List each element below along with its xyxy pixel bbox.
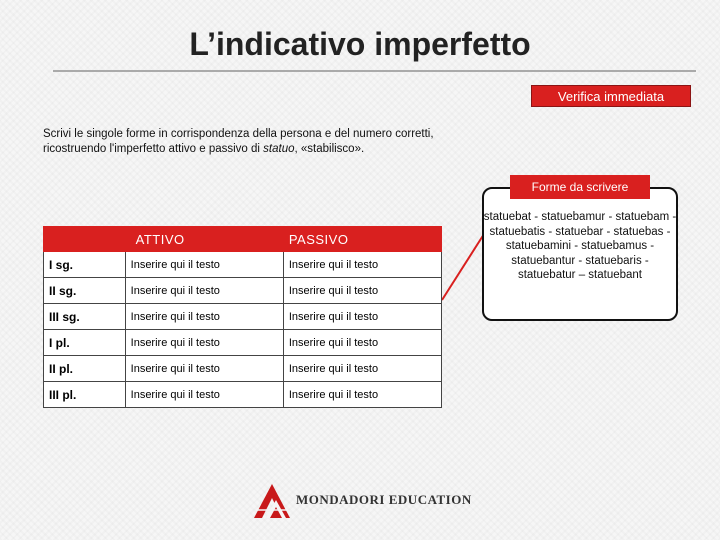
publisher-name: MONDADORI EDUCATION xyxy=(296,492,472,507)
table-row xyxy=(44,330,442,356)
attivo-cell[interactable]: Inserire qui il testo xyxy=(125,304,283,330)
person-cell: I sg. xyxy=(44,252,126,278)
table-row xyxy=(44,304,442,330)
forme-da-scrivere-label: Forme da scrivere xyxy=(510,175,650,199)
header-person xyxy=(44,227,126,252)
attivo-cell[interactable]: Inserire qui il testo xyxy=(125,356,283,382)
instructions-verb: statuo xyxy=(263,143,295,155)
header-attivo: ATTIVO xyxy=(125,227,283,252)
title-divider xyxy=(53,70,696,72)
passivo-cell[interactable]: Inserire qui il testo xyxy=(283,278,441,304)
attivo-cell[interactable]: Inserire qui il testo xyxy=(125,278,283,304)
passivo-cell[interactable]: Inserire qui il testo xyxy=(283,382,441,408)
person-cell: II pl. xyxy=(44,356,126,382)
table-header-row xyxy=(44,227,442,252)
person-cell: I pl. xyxy=(44,330,126,356)
attivo-cell[interactable]: Inserire qui il testo xyxy=(125,330,283,356)
attivo-cell[interactable]: Inserire qui il testo xyxy=(125,252,283,278)
verifica-immediata-button[interactable]: Verifica immediata xyxy=(531,85,691,107)
passivo-cell[interactable]: Inserire qui il testo xyxy=(283,356,441,382)
table-row xyxy=(44,252,442,278)
instructions-pre: Scrivi le singole forme in corrispondenza della persona e del numero corretti, ricostruendo l'imperfetto attivo e passivo di xyxy=(43,128,434,155)
slide-title: L’indicativo imperfetto xyxy=(189,26,531,62)
table-row xyxy=(44,278,442,304)
forms-callout-text: statuebat - statuebamur - statuebam - statuebatis - statuebar - statuebas - statuebamini - statuebamus - statuebantur - statuebaris - statuebatur – statuebant xyxy=(483,211,677,281)
person-cell: III pl. xyxy=(44,382,126,408)
conjugation-table xyxy=(43,226,442,408)
passivo-cell[interactable]: Inserire qui il testo xyxy=(283,304,441,330)
person-cell: III sg. xyxy=(44,304,126,330)
instructions-text xyxy=(43,127,463,157)
instructions-post: , «stabilisco». xyxy=(294,143,365,155)
header-passivo: PASSIVO xyxy=(283,227,441,252)
attivo-cell[interactable]: Inserire qui il testo xyxy=(125,382,283,408)
table-row xyxy=(44,356,442,382)
table-row xyxy=(44,382,442,408)
passivo-cell[interactable]: Inserire qui il testo xyxy=(283,252,441,278)
passivo-cell[interactable]: Inserire qui il testo xyxy=(283,330,441,356)
person-cell: II sg. xyxy=(44,278,126,304)
